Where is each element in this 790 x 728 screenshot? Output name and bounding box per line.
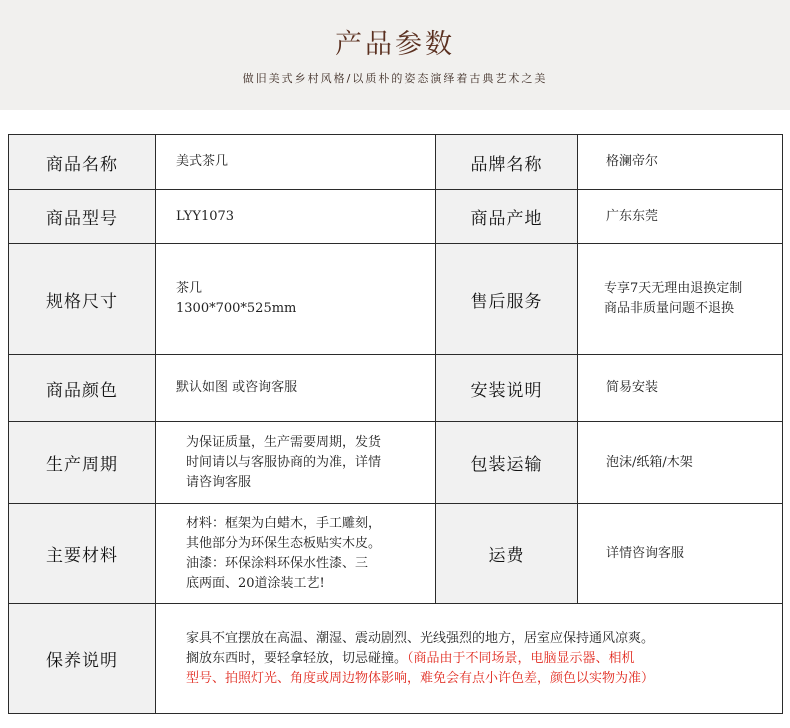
label-origin: 商品产地: [436, 190, 578, 244]
value-packaging: 泡沫/纸箱/木架: [578, 422, 783, 504]
value-care: [156, 604, 783, 714]
table-row: [9, 190, 783, 244]
page-title: 产品参数: [335, 29, 455, 60]
label-brand-name: 品牌名称: [436, 135, 578, 190]
label-after-sales: 售后服务: [436, 244, 578, 355]
care-line-1: 家具不宜摆放在高温、潮湿、震动剧烈、光线强烈的地方，居室应保持通风凉爽。: [186, 630, 655, 646]
value-installation: 简易安装: [578, 355, 783, 422]
value-brand-name: 格澜帝尔: [578, 135, 783, 190]
label-production-cycle: 生产周期: [9, 422, 156, 504]
value-after-sales: 专享7天无理由退换定制 商品非质量问题不退换: [578, 244, 783, 355]
value-materials: 材料：框架为白蜡木，手工雕刻， 其他部分为环保生态板贴实木皮。 油漆：环保涂料环保水性漆、三 底两面、20道涂装工艺!: [156, 504, 436, 604]
page-subtitle: 做旧美式乡村风格/以质朴的姿态演绎着古典艺术之美: [242, 72, 548, 85]
label-dimensions: 规格尺寸: [9, 244, 156, 355]
table-row: [9, 244, 783, 355]
table-row: [9, 135, 783, 190]
value-origin: 广东东莞: [578, 190, 783, 244]
label-installation: 安装说明: [436, 355, 578, 422]
label-product-name: 商品名称: [9, 135, 156, 190]
header-banner: [0, 0, 790, 110]
label-shipping-fee: 运费: [436, 504, 578, 604]
table-row: [9, 604, 783, 714]
label-packaging: 包装运输: [436, 422, 578, 504]
value-shipping-fee: 详情咨询客服: [578, 504, 783, 604]
table-row: [9, 504, 783, 604]
parameter-table: [8, 134, 783, 714]
value-product-name: 美式茶几: [156, 135, 436, 190]
value-production-cycle: 为保证质量，生产需要周期，发货 时间请以与客服协商的为准，详情 请咨询客服: [156, 422, 436, 504]
value-dimensions: 茶几 1300*700*525mm: [156, 244, 436, 355]
care-line-2: 搁放东西时，要轻拿轻放，切忌碰撞。: [186, 650, 408, 666]
care-note: （商品由于不同场景，电脑显示器、相机: [407, 650, 635, 666]
label-care: 保养说明: [9, 604, 156, 714]
table-row: [9, 422, 783, 504]
care-note-cont: 型号、拍照灯光、角度或周边物体影响，难免会有点小许色差，颜色以实物为准）: [186, 670, 655, 686]
value-color: 默认如图 或咨询客服: [156, 355, 436, 422]
label-materials: 主要材料: [9, 504, 156, 604]
label-model-number: 商品型号: [9, 190, 156, 244]
label-color: 商品颜色: [9, 355, 156, 422]
table-row: [9, 355, 783, 422]
value-model-number: LYY1073: [156, 190, 436, 244]
